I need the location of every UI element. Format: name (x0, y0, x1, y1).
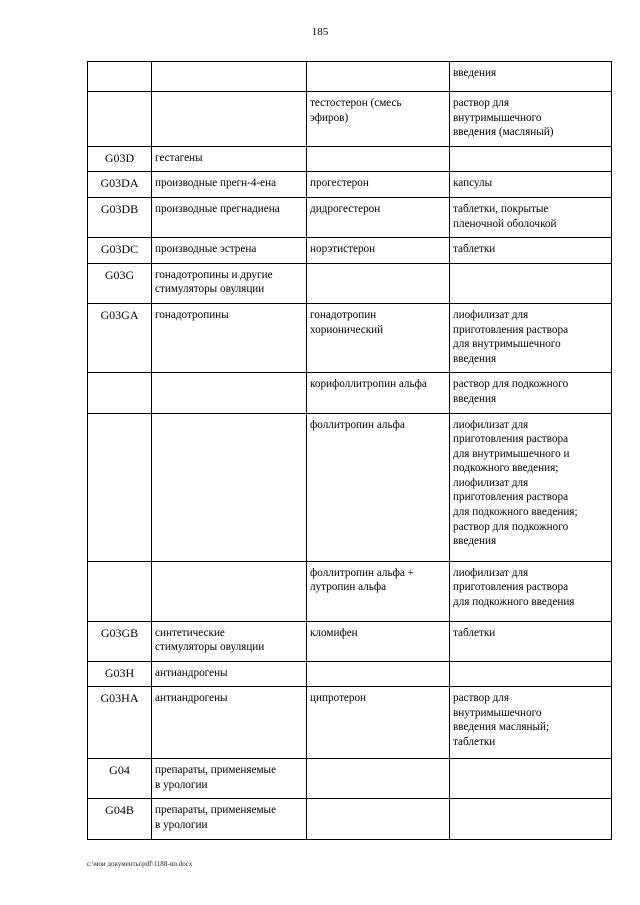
group-name-cell (152, 238, 307, 264)
table-row (88, 621, 612, 661)
dosage-form-cell-text: лиофилизат для приготовления раствора для подкожного введения (453, 566, 575, 608)
group-name-cell (152, 263, 307, 303)
drug-name-cell (307, 687, 450, 759)
drug-name-cell (307, 561, 450, 621)
group-name-cell (152, 62, 307, 92)
atc-code-cell (88, 621, 152, 661)
drug-name-cell (307, 373, 450, 413)
group-name-cell (152, 197, 307, 237)
group-name-cell (152, 759, 307, 799)
dosage-form-cell (450, 92, 612, 147)
atc-code-cell-text: G04B (105, 803, 134, 818)
dosage-form-cell-text: лиофилизат для приготовления раствора для внутримышечного введения (453, 308, 569, 365)
dosage-form-cell-text: таблетки (453, 626, 496, 639)
drug-name-cell (307, 197, 450, 237)
drug-name-cell-text: фоллитропин альфа + лутропин альфа (310, 566, 414, 594)
drug-name-cell-text: кломифен (310, 626, 358, 639)
table-row (88, 373, 612, 413)
drug-name-cell (307, 263, 450, 303)
table-row (88, 687, 612, 759)
group-name-cell (152, 561, 307, 621)
atc-code-cell (88, 238, 152, 264)
group-name-cell-text: гестагены (155, 151, 203, 164)
atc-code-cell (88, 373, 152, 413)
drug-name-cell (307, 238, 450, 264)
drug-name-cell-text: норэтистерон (310, 243, 376, 256)
group-name-cell-text: производные прегн-4-ена (155, 177, 277, 190)
atc-code-cell (88, 263, 152, 303)
table-row (88, 62, 612, 92)
drug-name-cell (307, 92, 450, 147)
dosage-form-cell (450, 799, 612, 839)
dosage-form-cell (450, 413, 612, 561)
drug-name-cell-text: гонадотропин хорионический (310, 308, 384, 336)
atc-code-cell-text: G03HA (100, 691, 139, 706)
dosage-form-cell (450, 62, 612, 92)
table-row (88, 759, 612, 799)
table-row (88, 413, 612, 561)
group-name-cell (152, 92, 307, 147)
group-name-cell-text: антиандрогены (155, 692, 228, 705)
dosage-form-cell-text: раствор для внутримышечного введения масляный; таблетки (453, 692, 550, 749)
dosage-form-cell (450, 172, 612, 198)
atc-code-cell-text: G03D (104, 150, 135, 165)
table-row (88, 146, 612, 172)
table-row (88, 263, 612, 303)
table-row (88, 238, 612, 264)
atc-code-cell-text: G03G (104, 267, 135, 282)
file-path-footer: c:\мои документы\pdf\1188-ип.docx (87, 860, 193, 868)
group-name-cell (152, 172, 307, 198)
group-name-cell (152, 661, 307, 687)
group-name-cell-text: гонадотропины (155, 308, 229, 321)
dosage-form-cell (450, 621, 612, 661)
table-row (88, 799, 612, 839)
group-name-cell (152, 303, 307, 372)
atc-code-cell-text: G03H (104, 665, 135, 680)
atc-code-cell-text: G03DC (100, 242, 139, 257)
atc-code-cell (88, 413, 152, 561)
drug-name-cell-text: ципротерон (310, 692, 367, 705)
atc-code-cell-text: G04 (109, 763, 130, 778)
dosage-form-cell-text: введения (453, 67, 497, 79)
atc-code-cell (88, 146, 152, 172)
atc-code-cell (88, 687, 152, 759)
atc-code-cell (88, 759, 152, 799)
group-name-cell-text: препараты, применяемые в урологии (155, 804, 277, 832)
dosage-form-cell (450, 303, 612, 372)
drug-name-cell-text: фоллитропин альфа (310, 418, 405, 431)
drug-name-cell-text: корифоллитропин альфа (310, 378, 427, 391)
group-name-cell (152, 413, 307, 561)
drug-name-cell (307, 146, 450, 172)
drug-name-cell-text: прогестерон (310, 177, 369, 190)
dosage-form-cell-text: таблетки, покрытые пленочной оболочкой (453, 202, 557, 230)
group-name-cell (152, 799, 307, 839)
table-row (88, 92, 612, 147)
dosage-form-cell-text: лиофилизат для приготовления раствора для внутримышечного и подкожного введения; лиофилизат для приготовления раствора для подкожного введения; раствор для подкожного введения (453, 418, 578, 548)
dosage-form-cell (450, 661, 612, 687)
dosage-form-cell (450, 197, 612, 237)
drug-table (87, 61, 612, 840)
dosage-form-cell (450, 561, 612, 621)
dosage-form-cell-text: раствор для подкожного введения (453, 378, 569, 405)
table-row (88, 197, 612, 237)
table-row (88, 303, 612, 372)
drug-name-cell (307, 759, 450, 799)
drug-name-cell (307, 172, 450, 198)
atc-code-cell-text: G03DB (100, 201, 139, 216)
table-row (88, 561, 612, 621)
dosage-form-cell (450, 238, 612, 264)
dosage-form-cell (450, 759, 612, 799)
drug-name-cell (307, 303, 450, 372)
group-name-cell-text: препараты, применяемые в урологии (155, 764, 277, 791)
atc-code-cell-text: G03DA (100, 176, 139, 191)
dosage-form-cell-text: раствор для внутримышечного введения (масляный) (453, 97, 554, 139)
atc-code-cell-text: G03GB (100, 625, 139, 640)
dosage-form-cell (450, 373, 612, 413)
atc-code-cell (88, 92, 152, 147)
dosage-form-cell-text: таблетки (453, 243, 496, 256)
atc-code-cell (88, 197, 152, 237)
group-name-cell-text: производные эстрена (155, 243, 257, 256)
dosage-form-cell-text: капсулы (453, 177, 493, 190)
drug-name-cell-text: дидрогестерон (310, 202, 381, 215)
dosage-form-cell (450, 263, 612, 303)
group-name-cell (152, 687, 307, 759)
drug-name-cell (307, 621, 450, 661)
group-name-cell (152, 146, 307, 172)
group-name-cell (152, 373, 307, 413)
atc-code-cell (88, 561, 152, 621)
table-row (88, 661, 612, 687)
atc-code-cell-text: G03GA (100, 307, 139, 322)
group-name-cell (152, 621, 307, 661)
dosage-form-cell (450, 687, 612, 759)
atc-code-cell (88, 303, 152, 372)
atc-code-cell (88, 172, 152, 198)
atc-code-cell (88, 799, 152, 839)
table-body (88, 62, 612, 840)
table-row (88, 172, 612, 198)
group-name-cell-text: синтетические стимуляторы овуляции (155, 626, 265, 654)
drug-name-cell (307, 661, 450, 687)
dosage-form-cell (450, 146, 612, 172)
atc-code-cell (88, 62, 152, 92)
drug-name-cell (307, 799, 450, 839)
drug-name-cell-text: тестостерон (смесь эфиров) (310, 97, 402, 124)
group-name-cell-text: антиандрогены (155, 666, 228, 679)
drug-name-cell (307, 62, 450, 92)
group-name-cell-text: производные прегнадиена (155, 202, 280, 215)
page-number: 185 (311, 26, 329, 38)
group-name-cell-text: гонадотропины и другие стимуляторы овуляции (155, 268, 273, 296)
atc-code-cell (88, 661, 152, 687)
drug-name-cell (307, 413, 450, 561)
